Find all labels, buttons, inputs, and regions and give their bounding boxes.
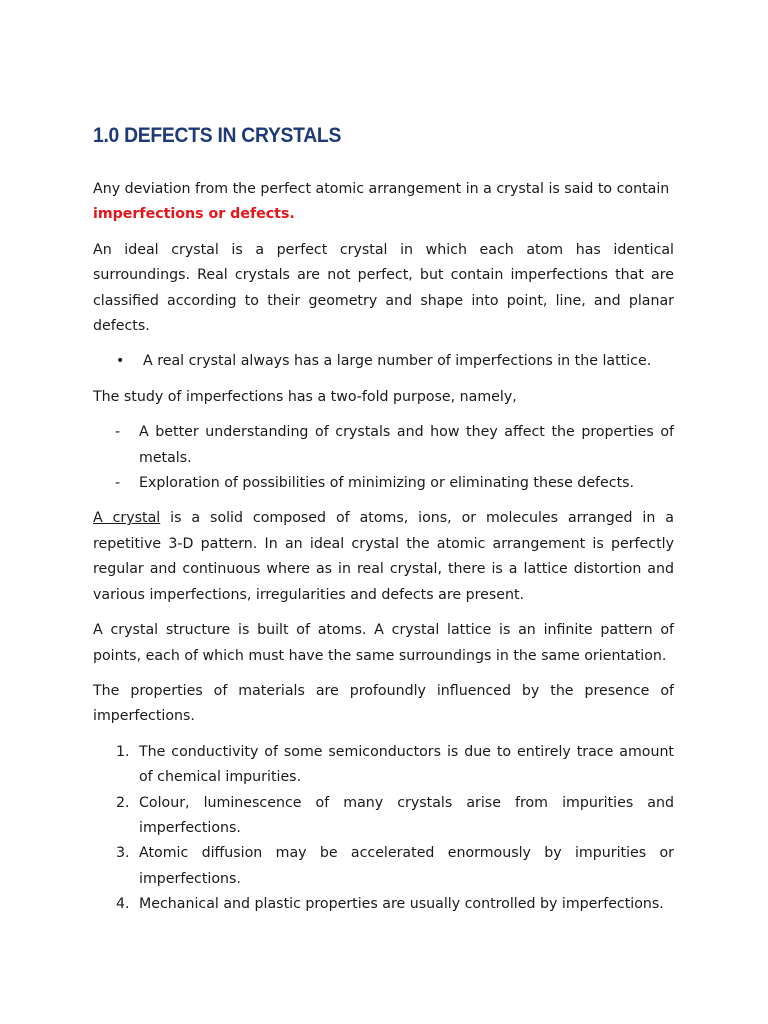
list-number: 4. — [116, 896, 130, 913]
list-item-text: A better understanding of crystals and how they affect the properties of metals. — [139, 424, 674, 466]
list-item-text: Colour, luminescence of many crystals arise from impurities and imperfections. — [139, 794, 674, 836]
paragraph-study-purpose: The study of imperfections has a two-fold purpose, namely, — [93, 388, 517, 405]
paragraph-definition — [93, 177, 674, 228]
list-item — [93, 471, 674, 496]
list-item — [93, 740, 674, 791]
page-title: 1.0 DEFECTS IN CRYSTALS — [93, 124, 342, 147]
list-item — [93, 841, 674, 892]
bullet-text: A real crystal always has a large number of imperfections in the lattice. — [143, 353, 652, 370]
paragraph-crystal-definition — [93, 506, 674, 608]
bullet-mark: • — [116, 353, 125, 370]
paragraph-crystal-structure: A crystal structure is built of atoms. A crystal lattice is an infinite pattern of points, each of which must have the same surroundings in the same orientation. — [93, 622, 674, 664]
list-item — [93, 420, 674, 471]
paragraph-ideal-crystal: An ideal crystal is a perfect crystal in which each atom has identical surroundings. Real crystals are not perfect, but contain imperfections that are classified according to their geometry and shape into point, line, and planar defects. — [93, 241, 674, 335]
underlined-term: A crystal — [93, 510, 161, 527]
purpose-list — [93, 420, 674, 496]
dash-mark: - — [115, 475, 121, 492]
list-item-text: Exploration of possibilities of minimizing or eliminating these defects. — [139, 475, 635, 492]
properties-list — [93, 740, 674, 918]
list-number: 3. — [116, 845, 130, 862]
list-item-text: Mechanical and plastic properties are usually controlled by imperfections. — [139, 896, 664, 913]
list-number: 1. — [116, 743, 130, 760]
list-item-text: The conductivity of some semiconductors is due to entirely trace amount of chemical impurities. — [139, 743, 674, 786]
crystal-definition-text: is a solid composed of atoms, ions, or molecules arranged in a repetitive 3-D pattern. In an ideal crystal the atomic arrangement is perfectly regular and continuous where as in real crystal, there is a lattice distortion and various imperfections, irregularities and defects are present. — [93, 510, 674, 603]
bullet-item — [93, 349, 674, 374]
dash-mark: - — [115, 424, 121, 441]
document-page — [93, 120, 674, 918]
paragraph-properties-intro: The properties of materials are profoundly influenced by the presence of imperfections. — [93, 682, 674, 725]
definition-text: Any deviation from the perfect atomic arrangement in a crystal is said to contain — [93, 181, 670, 197]
list-item — [93, 892, 674, 917]
list-item — [93, 791, 674, 842]
highlighted-term: imperfections or defects. — [93, 206, 295, 223]
list-number: 2. — [116, 794, 130, 811]
list-item-text: Atomic diffusion may be accelerated enormously by impurities or imperfections. — [139, 845, 674, 887]
